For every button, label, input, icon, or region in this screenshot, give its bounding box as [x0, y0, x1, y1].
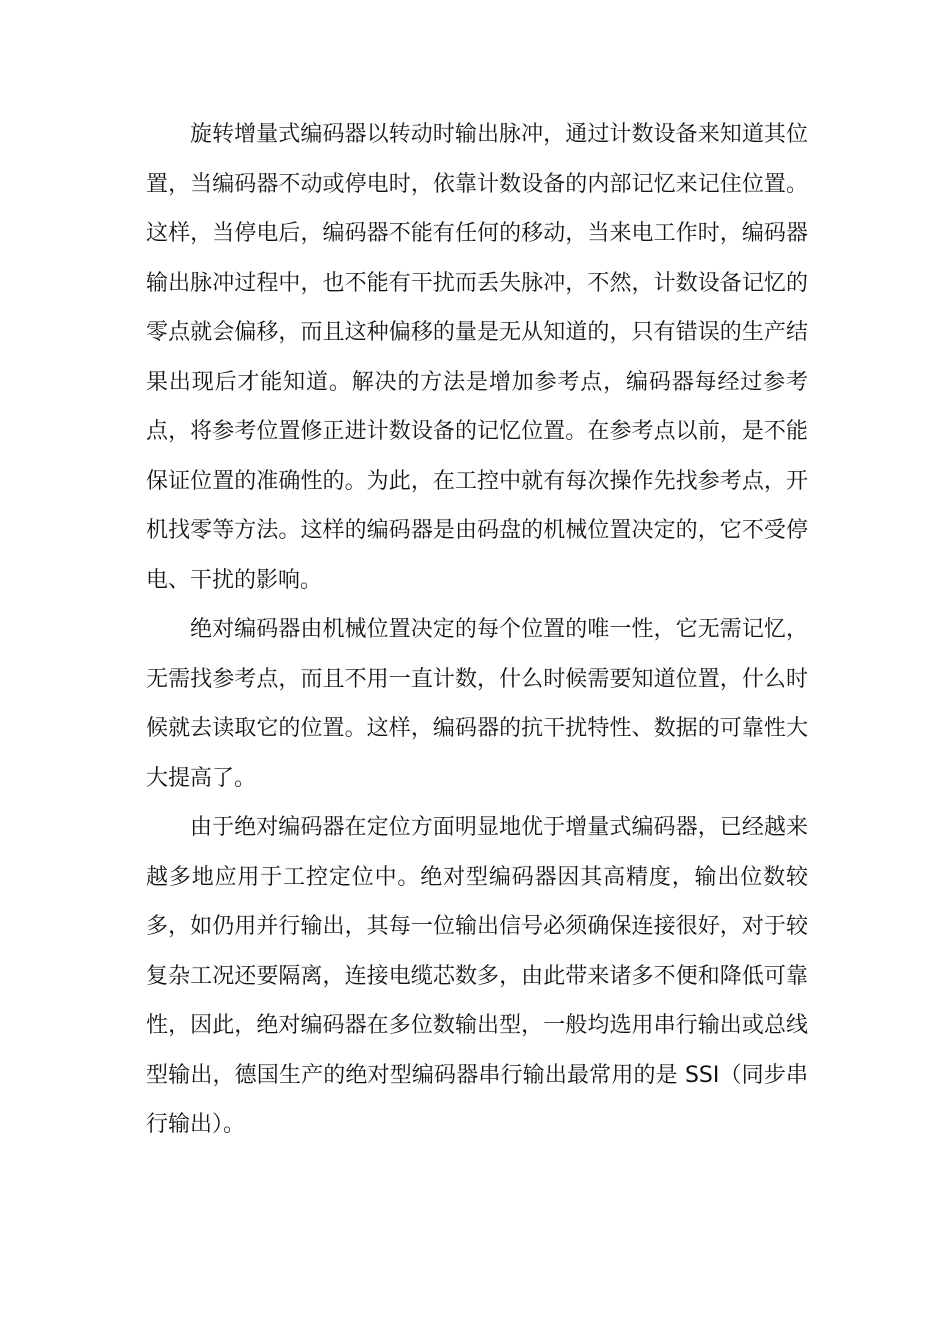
document-body [146, 110, 808, 1150]
paragraph-absolute-encoder: 绝对编码器由机械位置决定的每个位置的唯一性，它无需记忆，无需找参考点，而且不用一直计数，什么时候需要知道位置，什么时候就去读取它的位置。这样，编码器的抗干扰特性、数据的可靠性大大提高了。 [146, 617, 808, 791]
paragraph-incremental-encoder: 旋转增量式编码器以转动时输出脉冲，通过计数设备来知道其位置，当编码器不动或停电时，依靠计数设备的内部记忆来记住位置。这样，当停电后，编码器不能有任何的移动，当来电工作时，编码器输出脉冲过程中，也不能有干扰而丢失脉冲，不然，计数设备记忆的零点就会偏移，而且这种偏移的量是无从知道的，只有错误的生产结果出现后才能知道。解决的方法是增加参考点，编码器每经过参考点，将参考位置修正进计数设备的记忆位置。在参考点以前，是不能保证位置的准确性的。为此，在工控中就有每次操作先找参考点，开机找零等方法。这样的编码器是由码盘的机械位置决定的，它不受停电、干扰的影响。 [146, 122, 808, 593]
paragraph-serial-output: 由于绝对编码器在定位方面明显地优于增量式编码器，已经越来越多地应用于工控定位中。绝对型编码器因其高精度，输出位数较多，如仍用并行输出，其每一位输出信号必须确保连接很好，对于较复杂工况还要隔离，连接电缆芯数多，由此带来诸多不便和降低可靠性，因此，绝对编码器在多位数输出型，一般均选用串行输出或总线型输出，德国生产的绝对型编码器串行输出最常用的是 SSI（同步串行输出）。 [146, 815, 808, 1137]
